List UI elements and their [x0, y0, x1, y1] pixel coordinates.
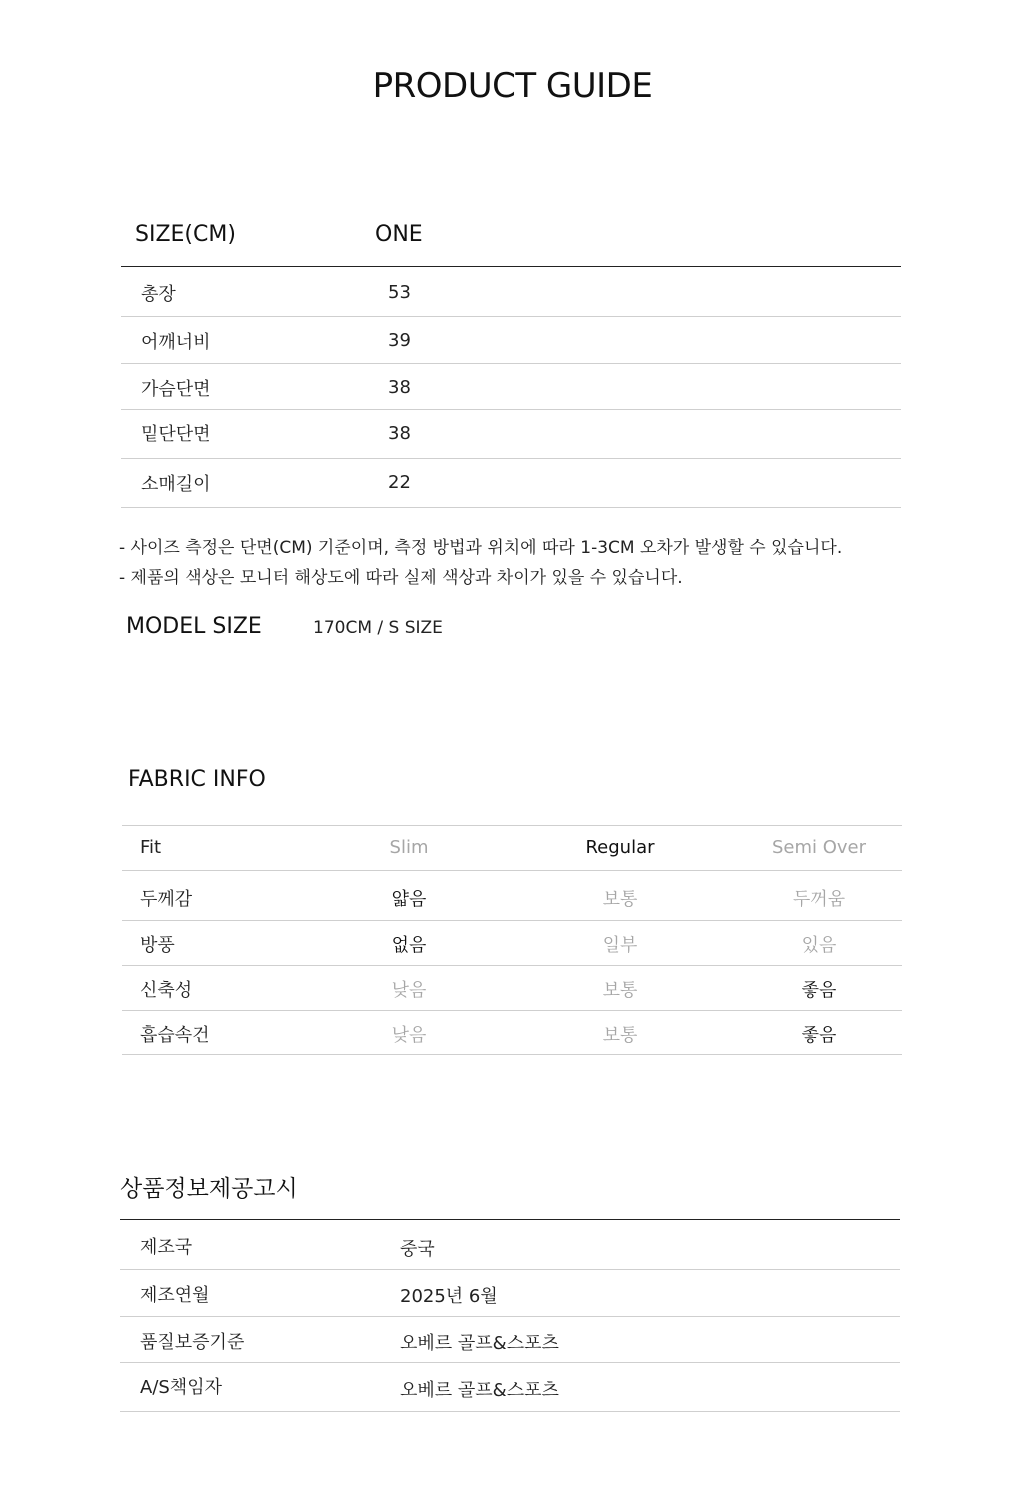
- notice-row: [120, 1317, 900, 1363]
- fabric-option: 보통: [602, 1025, 638, 1046]
- fabric-row-label: 방풍: [140, 935, 175, 956]
- notice-table: [120, 1219, 900, 1412]
- fabric-row: [122, 1011, 902, 1055]
- size-header-label: SIZE(CM): [135, 222, 236, 247]
- fabric-option: Regular: [585, 837, 655, 858]
- fabric-option: 보통: [602, 889, 638, 910]
- notice-row-value: 오베르 골프&스포츠: [400, 1380, 559, 1401]
- notice-row-label: A/S책임자: [140, 1377, 222, 1398]
- size-row-label: 밑단단면: [141, 424, 211, 445]
- fabric-row: [122, 871, 902, 921]
- size-row: [121, 410, 901, 459]
- notice-row-label: 품질보증기준: [140, 1332, 245, 1353]
- fabric-row-label: 신축성: [140, 980, 193, 1001]
- size-row-value: 38: [388, 377, 411, 398]
- fabric-row: [122, 921, 902, 966]
- size-note: - 사이즈 측정은 단면(CM) 기준이며, 측정 방법과 위치에 따라 1-3CM 오차가 발생할 수 있습니다.: [119, 538, 843, 558]
- notice-title: 상품정보제공고시: [120, 1176, 298, 1202]
- notice-row: [120, 1220, 900, 1270]
- model-size-value: 170CM / S SIZE: [313, 618, 443, 638]
- notice-row-label: 제조국: [140, 1237, 193, 1258]
- size-notes: [119, 533, 842, 593]
- size-row: [121, 317, 901, 364]
- fabric-info-title: FABRIC INFO: [128, 767, 266, 792]
- size-row-label: 소매길이: [141, 474, 211, 495]
- fabric-row-label: 흡습속건: [140, 1025, 210, 1046]
- size-row: [121, 364, 901, 410]
- fabric-row-label: 두께감: [140, 889, 193, 910]
- fabric-row-label: Fit: [140, 837, 162, 858]
- size-row-label: 총장: [141, 284, 176, 305]
- size-row: [121, 267, 901, 317]
- fabric-option: 없음: [391, 935, 427, 956]
- size-table: [121, 220, 901, 508]
- notice-row: [120, 1363, 900, 1412]
- fabric-option: 있음: [801, 935, 837, 956]
- size-row-value: 38: [388, 423, 411, 444]
- size-row-value: 22: [388, 472, 411, 493]
- fabric-table: [122, 825, 902, 1055]
- fabric-option: 낮음: [391, 1025, 427, 1046]
- fabric-option: 좋음: [801, 980, 837, 1001]
- fabric-option: 좋음: [801, 1025, 837, 1046]
- fabric-row: [122, 826, 902, 871]
- size-row-label: 어깨너비: [141, 332, 211, 353]
- fabric-option: 일부: [602, 935, 638, 956]
- notice-row-value: 오베르 골프&스포츠: [400, 1333, 559, 1354]
- notice-row-value: 2025년 6월: [400, 1286, 498, 1307]
- page-title: PRODUCT GUIDE: [372, 66, 653, 106]
- fabric-option: Slim: [389, 837, 429, 858]
- notice-row-value: 중국: [400, 1239, 435, 1260]
- fabric-option: 보통: [602, 980, 638, 1001]
- size-row-label: 가슴단면: [141, 379, 211, 400]
- size-row-value: 39: [388, 330, 411, 351]
- fabric-option: 얇음: [391, 889, 427, 910]
- size-header-size: ONE: [375, 222, 423, 247]
- size-row-value: 53: [388, 282, 411, 303]
- model-size-label: MODEL SIZE: [126, 614, 262, 639]
- size-note: - 제품의 색상은 모니터 해상도에 따라 실제 색상과 차이가 있을 수 있습니다.: [119, 568, 683, 588]
- notice-row: [120, 1270, 900, 1317]
- fabric-row: [122, 966, 902, 1011]
- fabric-option: 두꺼움: [792, 889, 846, 910]
- fabric-option: 낮음: [391, 980, 427, 1001]
- size-table-header: [121, 220, 901, 267]
- size-row: [121, 459, 901, 508]
- fabric-option: Semi Over: [771, 837, 867, 858]
- notice-row-label: 제조연월: [140, 1285, 210, 1306]
